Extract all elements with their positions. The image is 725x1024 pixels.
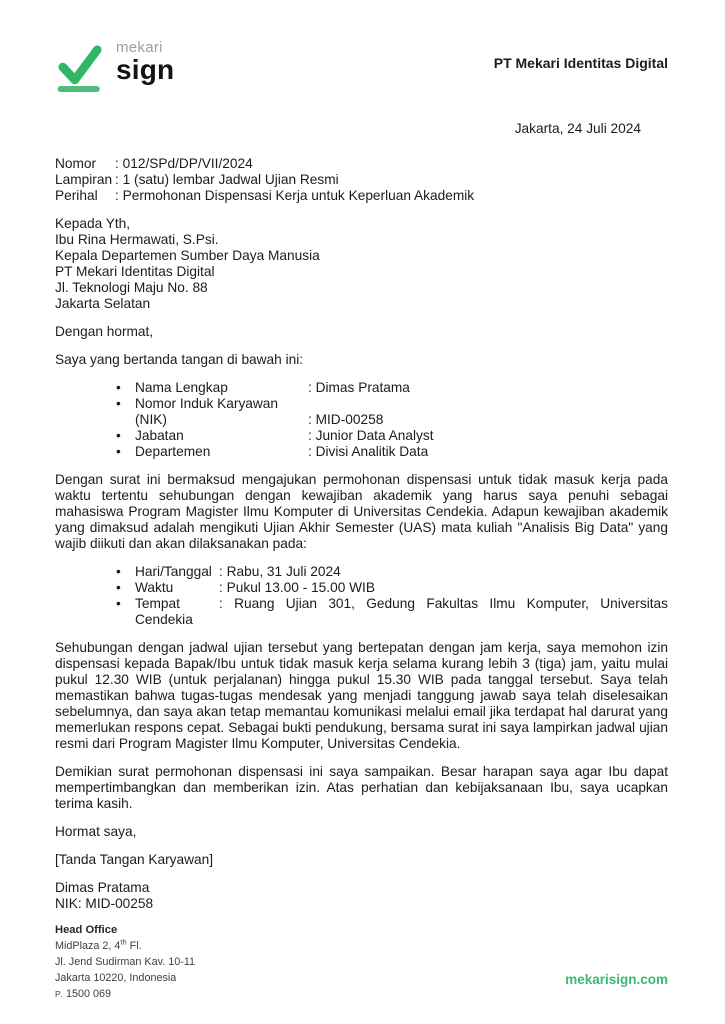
detail-label: Tempat: [135, 596, 180, 611]
recipient-line: PT Mekari Identitas Digital: [55, 264, 215, 279]
detail-label: Nama Lengkap: [135, 380, 228, 395]
office-address-line: [55, 938, 195, 954]
exam-details-list: [55, 564, 668, 628]
intro-line: Saya yang bertanda tangan di bawah ini:: [55, 352, 304, 367]
list-item: [55, 396, 668, 428]
letter-meta: [55, 156, 668, 204]
detail-label: Departemen: [135, 444, 211, 459]
salutation: Dengan hormat,: [55, 324, 154, 339]
letter-date: Jakarta, 24 Juli 2024: [514, 121, 641, 136]
detail-value: : Dimas Pratama: [308, 380, 410, 395]
address-text: Fl.: [126, 940, 142, 952]
detail-label: Waktu: [135, 580, 174, 595]
mekari-sign-logo: [55, 38, 174, 96]
phone-prefix: P.: [55, 989, 63, 999]
detail-label: Hari/Tanggal: [135, 564, 212, 579]
list-item: [55, 596, 668, 628]
logo-word-sign: sign: [116, 54, 175, 85]
list-item: [55, 428, 668, 444]
meta-label: Perihal: [55, 188, 98, 203]
logo-wordmark: [116, 38, 174, 84]
meta-row-lampiran: [55, 172, 668, 188]
company-name: PT Mekari Identitas Digital: [493, 55, 668, 71]
signature-placeholder: [Tanda Tangan Karyawan]: [55, 852, 214, 867]
signer-nik: NIK: MID-00258: [55, 896, 154, 911]
letter-footer: [55, 922, 668, 1002]
detail-value: : MID-00258: [308, 412, 384, 427]
detail-label: Jabatan: [135, 428, 184, 443]
paragraph-closing: Demikian surat permohonan dispensasi ini saya sampaikan. Besar harapan saya agar Ibu dapat mempertimbangkan dan memberikan izin. Atas perhatian dan kebijaksanaan Ibu, saya ucapkan terima kasih.: [55, 764, 668, 811]
meta-row-nomor: [55, 156, 668, 172]
list-item: [55, 380, 668, 396]
meta-label: Lampiran: [55, 172, 113, 187]
phone-number: 1500 069: [65, 988, 111, 1000]
letterhead: [55, 38, 668, 100]
floor-ordinal: th: [120, 937, 127, 947]
list-item: [55, 580, 668, 596]
recipient-line: Kepada Yth,: [55, 216, 131, 231]
recipient-line: Jl. Teknologi Maju No. 88: [55, 280, 208, 295]
recipient-block: [55, 216, 668, 312]
signer-block: [55, 880, 668, 912]
office-phone: [55, 986, 195, 1002]
list-item: [55, 564, 668, 580]
detail-value: : Rabu, 31 Juli 2024: [219, 564, 341, 579]
logo-word-mekari: mekari: [116, 39, 163, 56]
meta-row-perihal: [55, 188, 668, 204]
recipient-line: Kepala Departemen Sumber Daya Manusia: [55, 248, 320, 263]
meta-value: : Permohonan Dispensasi Kerja untuk Keperluan Akademik: [115, 188, 475, 203]
address-text: MidPlaza 2, 4: [55, 940, 121, 952]
head-office-heading: Head Office: [55, 924, 118, 936]
meta-label: Nomor: [55, 156, 97, 171]
recipient-line: Jakarta Selatan: [55, 296, 151, 311]
detail-value: : Divisi Analitik Data: [308, 444, 429, 459]
detail-value: : Junior Data Analyst: [308, 428, 434, 443]
office-address-line: Jl. Jend Sudirman Kav. 10-11: [55, 956, 196, 968]
closing-salutation: Hormat saya,: [55, 824, 137, 839]
office-address-line: Jakarta 10220, Indonesia: [55, 972, 177, 984]
recipient-line: Ibu Rina Hermawati, S.Psi.: [55, 232, 219, 247]
head-office-block: [55, 922, 195, 1002]
website-link[interactable]: mekarisign.com: [565, 972, 668, 987]
employee-details-list: [55, 380, 668, 460]
detail-value: : Pukul 13.00 - 15.00 WIB: [219, 580, 375, 595]
meta-value: : 012/SPd/DP/VII/2024: [115, 156, 253, 171]
signer-name: Dimas Pratama: [55, 880, 150, 895]
detail-value: : Ruang Ujian 301, Gedung Fakultas Ilmu Komputer, Universitas Cendekia: [135, 596, 668, 627]
meta-value: : 1 (satu) lembar Jadwal Ujian Resmi: [115, 172, 339, 187]
list-item: [55, 444, 668, 460]
paragraph-request: Dengan surat ini bermaksud mengajukan permohonan dispensasi untuk tidak masuk kerja pada waktu tertentu sehubungan dengan kewajiban akademik yang harus saya penuhi sebagai mahasiswa Program Magister Ilmu Komputer di Universitas Cendekia. Adapun kewajiban akademik yang dimaksud adalah mengikuti Ujian Akhir Semester (UAS) mata kuliah "Analisis Big Data" yang wajib diikuti dan akan dilaksanakan pada:: [55, 472, 668, 551]
check-icon: [55, 38, 105, 96]
paragraph-dispensation: Sehubungan dengan jadwal ujian tersebut yang bertepatan dengan jam kerja, saya memohon izin dispensasi kepada Bapak/Ibu untuk tidak masuk kerja selama kurang lebih 3 (tiga) jam, yaitu mulai pukul 12.30 WIB (untuk perjalanan) hingga pukul 15.30 WIB pada tanggal tersebut. Saya telah memastikan bahwa tugas-tugas mendesak yang menjadi tanggung jawab saya telah diselesaikan sebelumnya, dan saya akan tetap memantau komunikasi melalui email jika terdapat hal darurat yang memerlukan respons cepat. Sebagai bukti pendukung, bersama surat ini saya lampirkan jadwal ujian resmi dari Program Magister Ilmu Komputer, Universitas Cendekia.: [55, 640, 668, 751]
detail-label: Nomor Induk Karyawan (NIK): [135, 396, 279, 427]
